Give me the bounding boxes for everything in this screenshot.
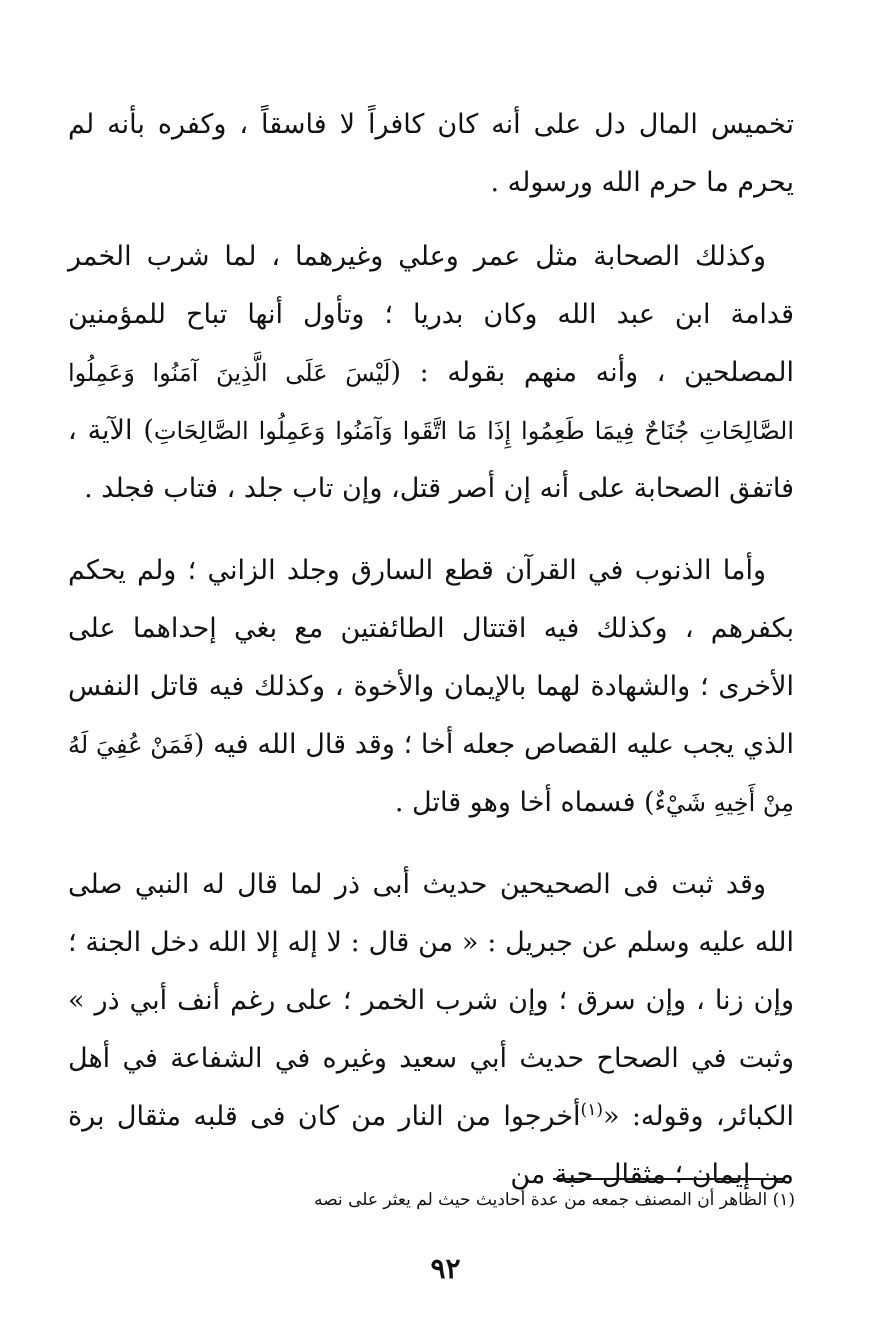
- main-text: [68, 96, 794, 1204]
- paragraph-4-text-before: وقد ثبت فى الصحيحين حديث أبى ذر لما قال له النبي صلى الله عليه وسلم عن جبريل : « من قال : لا إله إلا الله دخل الجنة ؛ وإن زنا ، وإن سرق ؛ وإن شرب الخمر ؛ على رغم أنف أبي ذر » وثبت في الصحاح حديث أبي سعيد وغيره في الشفاعة في أهل الكبائر، وقوله: «: [68, 869, 794, 1132]
- paragraph-3-text-after: ) فسماه أخا وهو قاتل .: [394, 787, 655, 818]
- paragraph-1: تخميس المال دل على أنه كان كافراً لا فاسقاً ، وكفره بأنه لم يحرم ما حرم الله ورسوله .: [68, 109, 794, 198]
- paragraph-2: [68, 228, 794, 518]
- paragraph-2-text-before: وكذلك الصحابة مثل عمر وعلي وغيرهما ، لما شرب الخمر قدامة ابن عبد الله وكان بدريا ؛ وتأول أنها تباح للمؤمنين المصلحين ، وأنه منهم بقوله : (: [68, 241, 794, 388]
- quran-verse-2: فَمَنْ عُفِيَ لَهُ مِنْ أَخِيهِ شَيْءٌ: [68, 731, 794, 817]
- paragraph-3: [68, 542, 794, 832]
- footnote: (١) الظاهر أن المصنف جمعه من عدة أحاديث حيث لم يعثر على نصه: [314, 1190, 795, 1210]
- quran-verse-1: لَيْسَ عَلَى الَّذِينَ آمَنُوا وَعَمِلُوا الصَّالِحَاتِ جُنَاحٌ فِيمَا طَعِمُوا إِذَا مَا اتَّقَوا وَآمَنُوا وَعَمِلُوا الصَّالِحَاتِ: [68, 359, 794, 445]
- paragraph-4: [68, 856, 794, 1204]
- page-number: ٩٢: [430, 1252, 461, 1285]
- paragraph-2-text-after: ) الآية ، فاتفق الصحابة على أنه إن أصر قتل، وإن تاب جلد ، فتاب فجلد .: [68, 415, 794, 504]
- footnote-marker: (١): [580, 1100, 603, 1120]
- footnote-divider: [553, 1178, 785, 1180]
- paragraph-4-text-after: أخرجوا من النار من كان فى قلبه مثقال برة من إيمان ؛ مثقال حبة من: [68, 1101, 794, 1190]
- paragraph-3-text-before: وأما الذنوب في القرآن قطع السارق وجلد الزاني ؛ ولم يحكم بكفرهم ، وكذلك فيه اقتتال الطائفتين مع بغي إحداهما على الأخرى ؛ والشهادة لهما بالإيمان والأخوة ، وكذلك فيه قاتل النفس الذي يجب عليه القصاص جعله أخا ؛ وقد قال الله فيه (: [68, 555, 794, 760]
